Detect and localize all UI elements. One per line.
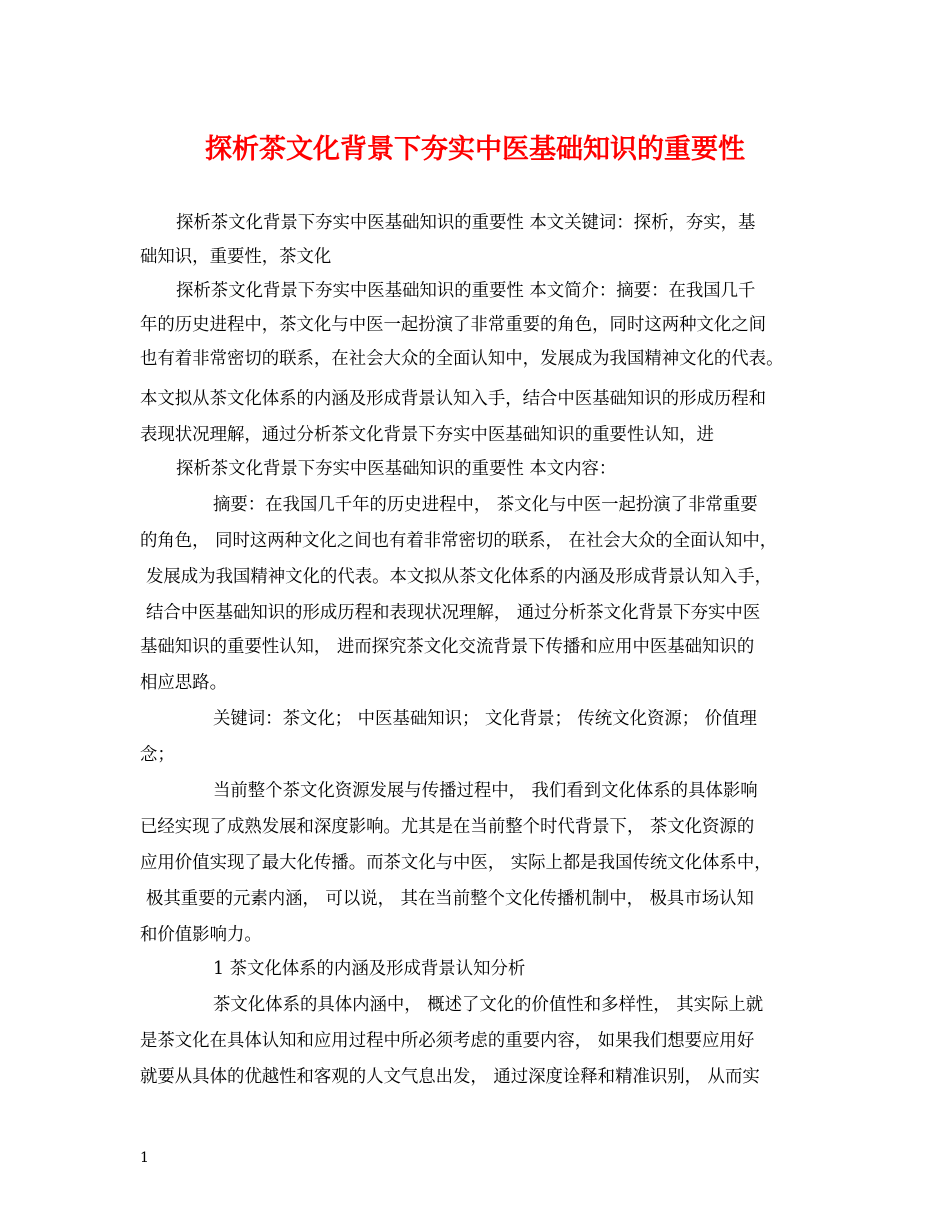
document-title: 探析茶文化背景下夯实中医基础知识的重要性 xyxy=(205,134,745,165)
body-line: 表现状况理解，通过分析茶文化背景下夯实中医基础知识的重要性认知，进 xyxy=(140,425,714,445)
body-line: 就要从具体的优越性和客观的人文气息出发， 通过深度诠释和精准识别， 从而实 xyxy=(140,1067,760,1087)
body-line: 相应思路。 xyxy=(140,673,227,693)
body-line: 已经实现了成熟发展和深度影响。尤其是在当前整个时代背景下， 茶文化资源的 xyxy=(140,817,755,837)
body-line: 关键词：茶文化； 中医基础知识； 文化背景； 传统文化资源； 价值理 xyxy=(213,709,757,729)
body-line: 结合中医基础知识的形成历程和表现状况理解， 通过分析茶文化背景下夯实中医 xyxy=(146,603,761,623)
body-line: 础知识，重要性，茶文化 xyxy=(140,247,332,267)
body-line: 极其重要的元素内涵， 可以说， 其在当前整个文化传播机制中， 极具市场认知 xyxy=(146,889,754,909)
body-line: 也有着非常密切的联系，在社会大众的全面认知中，发展成为我国精神文化的代表。 xyxy=(140,349,784,369)
body-line: 发展成为我国精神文化的代表。本文拟从茶文化体系的内涵及形成背景认知入手， xyxy=(146,567,773,587)
body-line: 探析茶文化背景下夯实中医基础知识的重要性 本文关键词：探析，夯实，基 xyxy=(176,213,756,233)
body-line: 本文拟从茶文化体系的内涵及形成背景认知入手，结合中医基础知识的形成历程和 xyxy=(140,389,767,409)
body-line: 基础知识的重要性认知， 进而探究茶文化交流背景下传播和应用中医基础知识的 xyxy=(140,637,755,657)
body-line: 当前整个茶文化资源发展与传播过程中， 我们看到文化体系的具体影响 xyxy=(213,781,758,801)
body-line: 应用价值实现了最大化传播。而茶文化与中医， 实际上都是我国传统文化体系中， xyxy=(140,853,772,873)
body-line: 和价值影响力。 xyxy=(140,925,262,945)
body-line: 念； xyxy=(140,745,175,765)
body-line: 摘要：在我国几千年的历史进程中， 茶文化与中医一起扮演了非常重要 xyxy=(213,495,758,515)
body-line: 探析茶文化背景下夯实中医基础知识的重要性 本文简介：摘要：在我国几千 xyxy=(176,281,756,301)
body-line: 茶文化体系的具体内涵中， 概述了文化的价值性和多样性， 其实际上就 xyxy=(213,995,764,1015)
body-line: 探析茶文化背景下夯实中医基础知识的重要性 本文内容： xyxy=(176,459,617,479)
body-line: 是茶文化在具体认知和应用过程中所必须考虑的重要内容， 如果我们想要应用好 xyxy=(140,1031,755,1051)
body-line: 年的历史进程中，茶文化与中医一起扮演了非常重要的角色，同时这两种文化之间 xyxy=(140,315,767,335)
section-heading: 1 茶文化体系的内涵及形成背景认知分析 xyxy=(213,959,526,979)
page-number: 1 xyxy=(140,1150,149,1166)
body-line: 的角色， 同时这两种文化之间也有着非常密切的联系， 在社会大众的全面认知中， xyxy=(140,531,778,551)
